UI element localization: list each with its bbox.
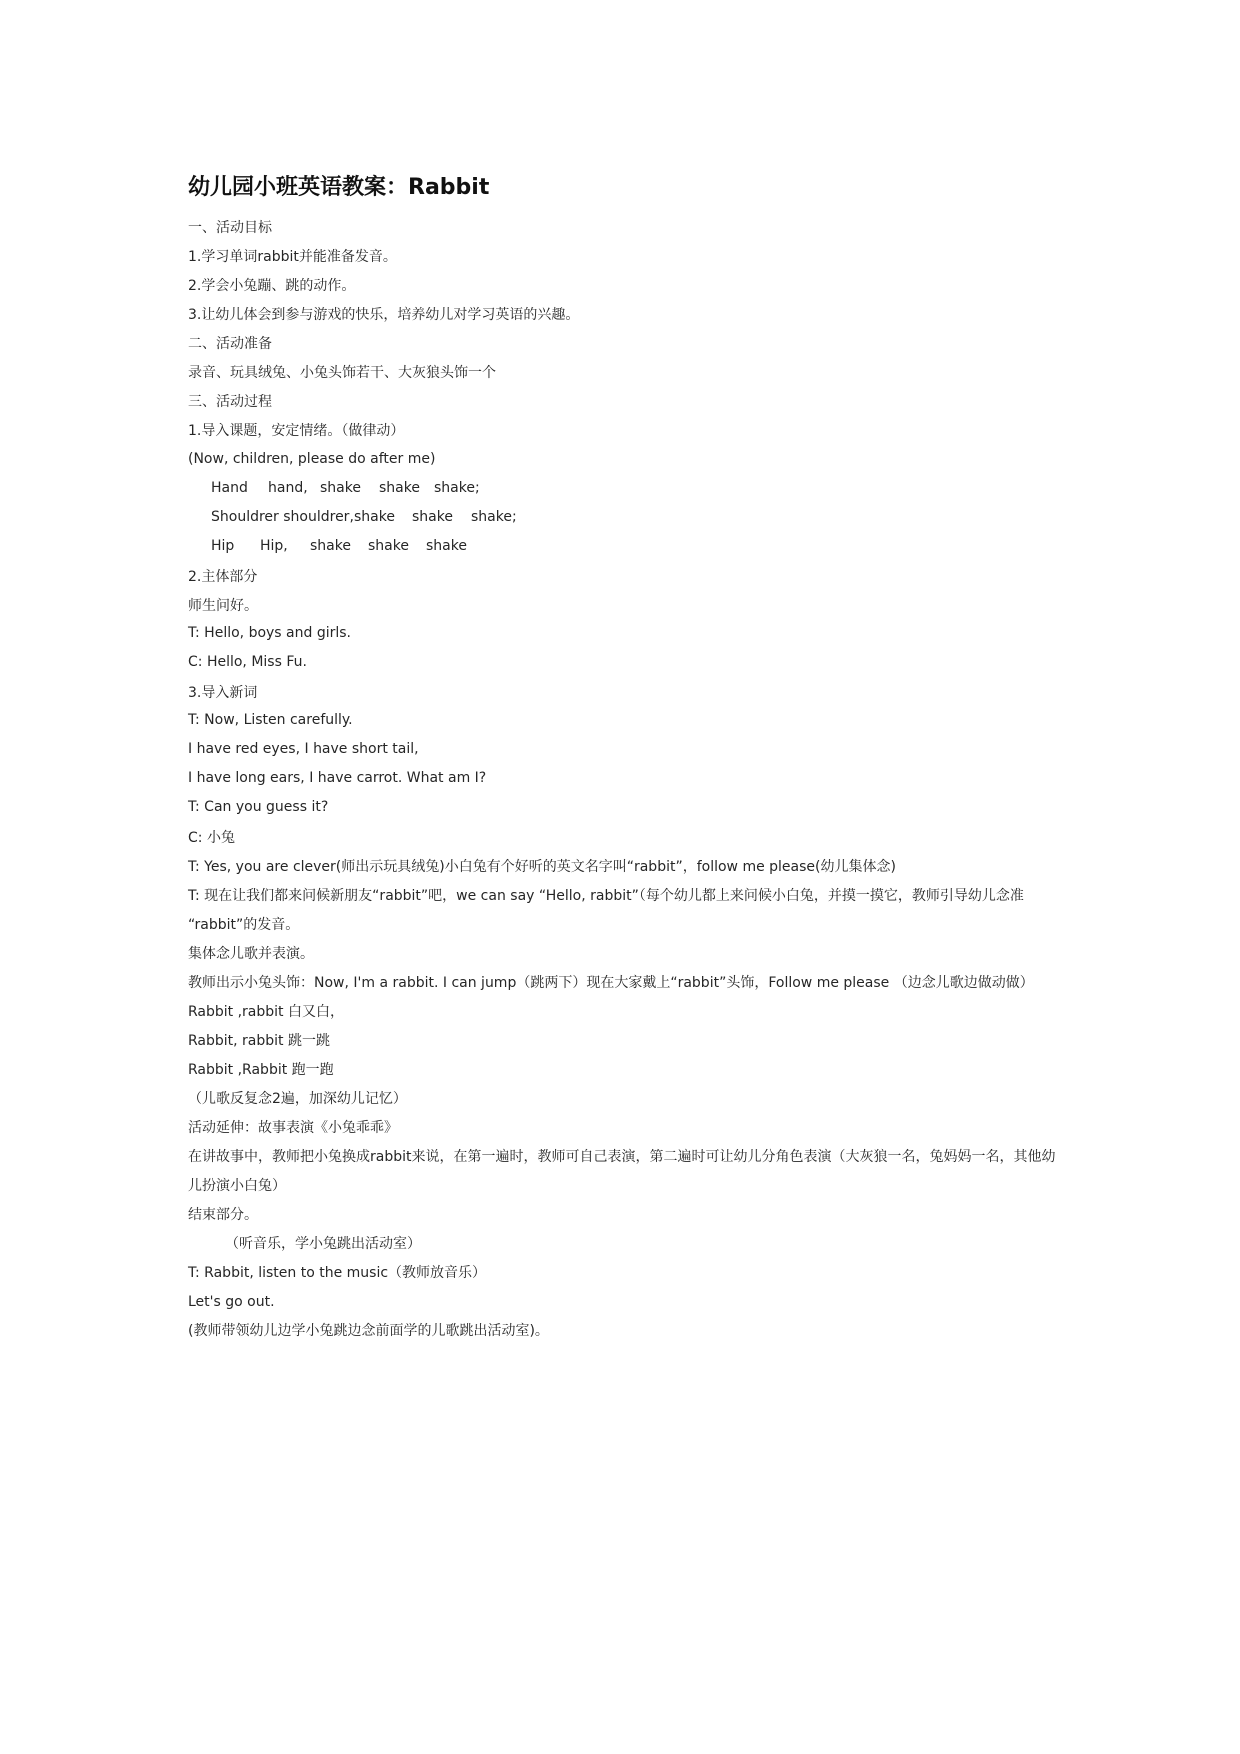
chant-word: shake <box>379 480 420 496</box>
dialogue-line: T: Now, Listen carefully. <box>188 712 353 728</box>
ending-line: Let's go out. <box>188 1294 275 1310</box>
ending-heading: 结束部分。 <box>188 1207 258 1223</box>
section-heading-process: 三、活动过程 <box>188 394 272 410</box>
riddle-line: I have red eyes, I have short tail, <box>188 741 419 757</box>
rhyme-line: Rabbit, rabbit 跳一跳 <box>188 1033 330 1049</box>
dialogue-line: T: 现在让我们都来问候新朋友“rabbit”吧，we can say “Hello, rabbit”（每个幼儿都上来问候小白兔，并摸一摸它，教师引导幼儿念准 <box>188 888 1024 904</box>
riddle-line: I have long ears, I have carrot. What am I? <box>188 770 487 786</box>
goal-item-3: 3.让幼儿体会到参与游戏的快乐，培养幼儿对学习英语的兴趣。 <box>188 307 580 323</box>
ending-line: (教师带领幼儿边学小兔跳边念前面学的儿歌跳出活动室)。 <box>188 1323 549 1339</box>
extension-line: 在讲故事中，教师把小兔换成rabbit来说，在第一遍时，教师可自己表演，第二遍时可让幼儿分角色表演（大灰狼一名，兔妈妈一名，其他幼 <box>188 1149 1056 1165</box>
dialogue-continuation: “rabbit”的发音。 <box>188 917 300 933</box>
dialogue-line: C: 小兔 <box>188 830 235 846</box>
chant-word: shake <box>354 509 395 525</box>
document-title: 幼儿园小班英语教案：Rabbit <box>188 175 490 200</box>
greeting-line: 师生问好。 <box>188 598 258 614</box>
chant-word: Hip <box>211 538 235 554</box>
extension-heading: 活动延伸：故事表演《小兔乖乖》 <box>188 1120 398 1136</box>
rhyme-line: Rabbit ,Rabbit 跑一跑 <box>188 1062 334 1078</box>
chant-word: shake <box>426 538 467 554</box>
chant-word: shake <box>310 538 351 554</box>
goal-item-2: 2.学会小兔蹦、跳的动作。 <box>188 278 356 294</box>
dialogue-line: T: Hello, boys and girls. <box>188 625 352 641</box>
extension-continuation: 儿扮演小白兔） <box>188 1178 286 1194</box>
rhyme-line: Rabbit ,rabbit 白又白， <box>188 1004 344 1020</box>
activity-line: 集体念儿歌并表演。 <box>188 946 314 962</box>
chant-word: Hand <box>211 480 248 496</box>
chant-word: shake; <box>434 480 480 496</box>
process-step-3: 3.导入新词 <box>188 685 258 701</box>
dialogue-line: C: Hello, Miss Fu. <box>188 654 307 670</box>
process-step-1: 1.导入课题，安定情绪。（做律动） <box>188 423 405 439</box>
preparation-materials: 录音、玩具绒兔、小兔头饰若干、大灰狼头饰一个 <box>188 365 496 381</box>
chant-word: hand, <box>268 480 308 496</box>
chant-word: shake <box>320 480 361 496</box>
process-instruction: (Now, children, please do after me) <box>188 451 436 467</box>
chant-word: shake <box>412 509 453 525</box>
dialogue-line: T: Can you guess it? <box>188 799 329 815</box>
section-heading-preparation: 二、活动准备 <box>188 336 272 352</box>
activity-line: 教师出示小兔头饰：Now, I'm a rabbit. I can jump（跳两下）现在大家戴上“rabbit”头饰，Follow me please （边念儿歌边做动做） <box>188 975 1034 991</box>
chant-word: Shouldrer shouldrer, <box>211 509 354 525</box>
chant-word: shake <box>368 538 409 554</box>
goal-item-1: 1.学习单词rabbit并能准备发音。 <box>188 249 397 265</box>
dialogue-line: T: Yes, you are clever(师出示玩具绒兔)小白兔有个好听的英文名字叫“rabbit”，follow me please(幼儿集体念) <box>188 859 896 875</box>
ending-line: T: Rabbit, listen to the music（教师放音乐） <box>188 1265 487 1281</box>
process-step-2: 2.主体部分 <box>188 569 258 585</box>
rhyme-note: （儿歌反复念2遍，加深幼儿记忆） <box>188 1091 407 1107</box>
ending-line: （听音乐，学小兔跳出活动室） <box>225 1236 421 1252</box>
chant-word: Hip, <box>260 538 288 554</box>
chant-word: shake; <box>471 509 517 525</box>
section-heading-goals: 一、活动目标 <box>188 220 272 236</box>
